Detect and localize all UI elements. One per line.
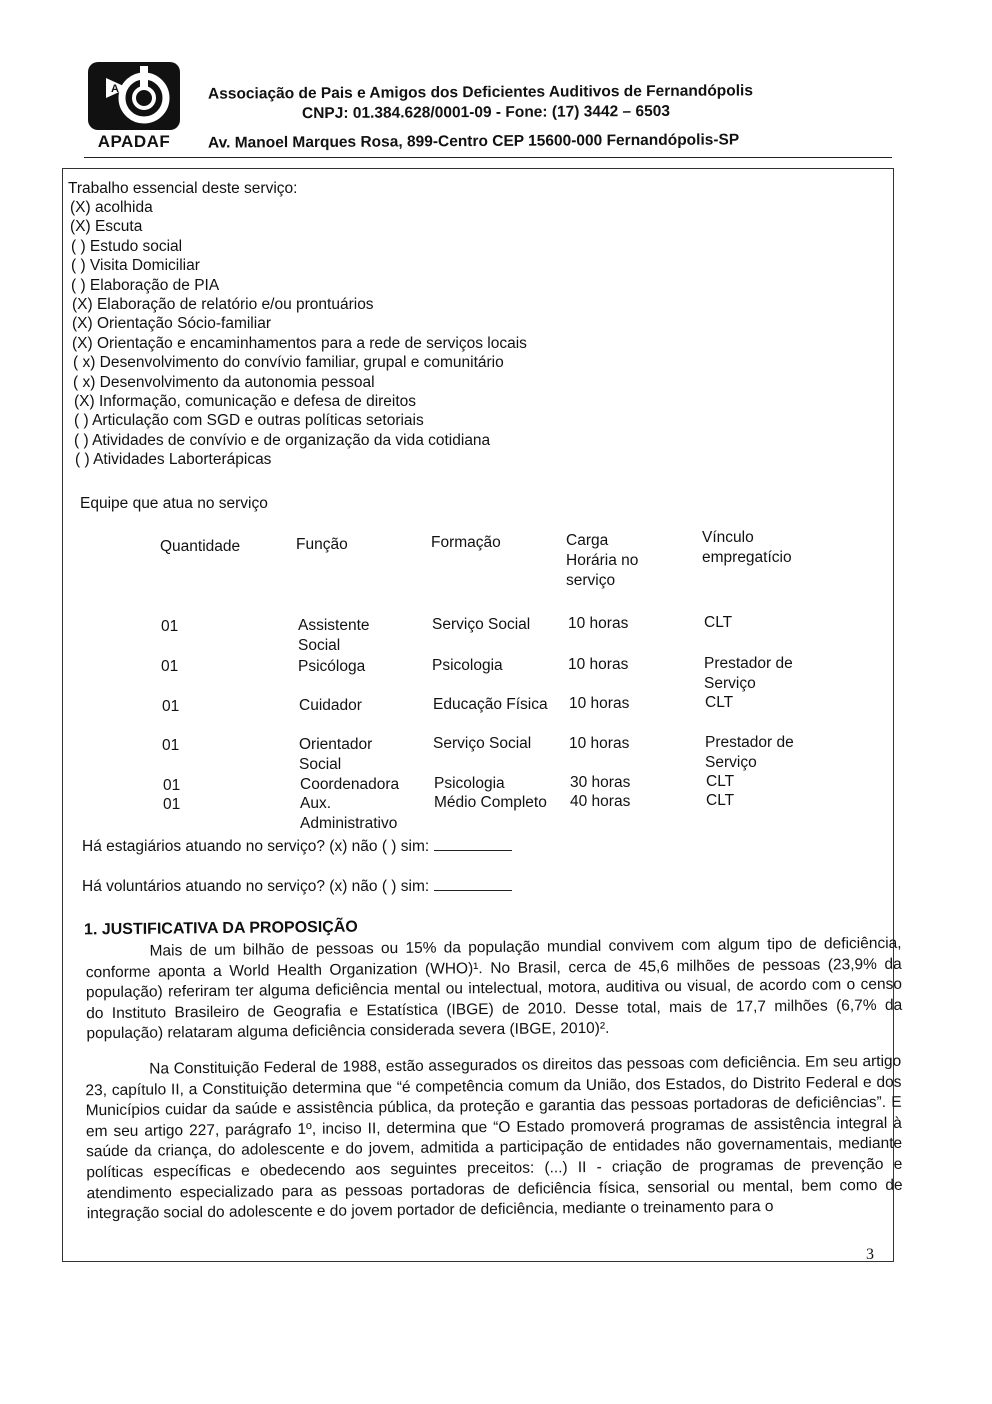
- service-item: ( x) Desenvolvimento da autonomia pessoal: [73, 373, 375, 391]
- cell-formacao: Psicologia: [434, 774, 505, 792]
- cell-formacao: Educação Física: [433, 696, 548, 713]
- cnpj-phone: CNPJ: 01.384.628/0001-09 - Fone: (17) 3442 – 6503: [301, 102, 670, 123]
- team-title: Equipe que atua no serviço: [80, 495, 268, 512]
- cell-quantidade: 01: [162, 697, 180, 715]
- service-item: (X) Elaboração de relatório e/ou prontuários: [72, 296, 374, 313]
- section-heading: 1. JUSTIFICATIVA DA PROPOSIÇÃO: [83, 918, 358, 939]
- cell-formacao: Médio Completo: [434, 794, 547, 812]
- service-item: (X) Escuta: [70, 218, 143, 236]
- cell-vinculo: CLT: [706, 792, 735, 810]
- cell-funcao: Cuidador: [299, 696, 362, 714]
- col-header-carga: Carga Horária no serviço: [566, 532, 639, 589]
- cell-funcao: Coordenadora: [300, 775, 400, 793]
- cell-carga: 40 horas: [570, 793, 631, 811]
- hearing-emblem-icon: [88, 62, 180, 130]
- cell-funcao: Aux. Administrativo: [300, 795, 398, 833]
- logo-text: APADAF: [97, 132, 171, 151]
- service-item: (X) Orientação e encaminhamentos para a rede de serviços locais: [72, 334, 527, 352]
- cell-funcao: Psicóloga: [298, 657, 366, 675]
- justification-paragraph-1: [85, 934, 902, 1046]
- apadaf-logo: [84, 62, 184, 150]
- organization-name: Associação de Pais e Amigos dos Deficientes Auditivos de Fernandópolis: [207, 82, 753, 103]
- cell-quantidade: 01: [162, 737, 180, 755]
- cell-vinculo: CLT: [706, 773, 735, 790]
- service-item: ( ) Estudo social: [71, 237, 183, 255]
- col-header-funcao: Função: [296, 536, 348, 553]
- cell-formacao: Serviço Social: [433, 735, 532, 753]
- col-header-formacao: Formação: [431, 534, 501, 551]
- service-item: ( ) Elaboração de PIA: [71, 276, 220, 294]
- service-item: ( ) Visita Domiciliar: [71, 257, 200, 275]
- cell-quantidade: 01: [161, 658, 179, 676]
- address: Av. Manoel Marques Rosa, 899-Centro CEP 15600-000 Fernandópolis-SP: [207, 131, 740, 152]
- interns-blank: [434, 838, 512, 851]
- cell-vinculo: CLT: [704, 614, 733, 632]
- cell-carga: 10 horas: [569, 734, 630, 752]
- cell-funcao: Orientador Social: [299, 736, 373, 774]
- services-title: Trabalho essencial deste serviço:: [68, 180, 298, 197]
- cell-carga: 10 horas: [568, 615, 629, 633]
- col-header-quantidade: Quantidade: [160, 538, 241, 555]
- cell-vinculo: Prestador de Serviço: [705, 733, 794, 771]
- service-item: (X) Informação, comunicação e defesa de direitos: [74, 393, 417, 410]
- cell-formacao: Serviço Social: [432, 616, 531, 634]
- volunteers-question: [82, 878, 512, 896]
- paragraph-1-text: Mais de um bilhão de pessoas ou 15% da população mundial convivem com algum tipo de deficiência, conforme aponta a World Health Organization (WHO)¹. No Brasil, cerca de 45,6 milhões de pessoas (23,9% da população) referiram ter alguma deficiência mental ou intelectual, motora, auditiva ou visual, de acordo com o censo do Instituto Brasileiro de Geografia e Estatística (IBGE) de 2010. Desse total, mais de 17,7 milhões (6,7% da população) relataram alguma deficiência considerada severa (IBGE, 2010)².: [85, 934, 903, 1043]
- service-item: ( x) Desenvolvimento do convívio familiar, grupal e comunitário: [73, 354, 504, 372]
- volunteers-question-text: Há voluntários atuando no serviço? (x) não ( ) sim:: [82, 878, 430, 895]
- cell-carga: 30 horas: [570, 773, 631, 791]
- cell-quantidade: 01: [163, 796, 181, 813]
- cell-funcao: Assistente Social: [298, 617, 370, 655]
- cell-quantidade: 01: [161, 618, 179, 635]
- col-header-vinculo: Vínculo empregatício: [702, 529, 792, 566]
- cell-carga: 10 horas: [568, 655, 629, 673]
- justification-paragraph-2: [85, 1052, 903, 1225]
- cell-vinculo: CLT: [705, 694, 734, 712]
- service-item: ( ) Atividades Laborterápicas: [75, 451, 272, 469]
- cell-carga: 10 horas: [569, 695, 630, 713]
- page-number: 3: [866, 1246, 874, 1263]
- service-item: ( ) Articulação com SGD e outras políticas setoriais: [74, 412, 424, 430]
- interns-question-text: Há estagiários atuando no serviço? (x) não ( ) sim:: [82, 838, 430, 855]
- header-rule: [84, 157, 892, 158]
- paragraph-2-text: Na Constituição Federal de 1988, estão assegurados os direitos das pessoas com deficiência. Em seu artigo 23, capítulo II, a Constituição determina que “é competência comum da União, dos Estados, do Distrito Federal e dos Municípios cuidar da saúde e assistência pública, da proteção e garantia das pessoas portadoras de deficiências”. E em seu artigo 227, parágrafo 1º, inciso II, determina que “O Estado promoverá programas de assistência integral à saúde da criança, do adolescente e do jovem, admitida a participação de entidades não governamentais, mediante políticas específicas e obedecendo aos seguintes preceitos: (...) II - criação de programas de prevenção e atendimento especializado para as pessoas portadoras de deficiência física, sensorial ou mental, bem como de integração social do adolescente e do jovem portador de deficiência, mediante o treinamento para o: [85, 1052, 903, 1223]
- logo-emblem: [88, 62, 180, 130]
- svg-text:A: A: [111, 83, 119, 95]
- service-item: (X) Orientação Sócio-familiar: [72, 315, 271, 333]
- interns-question: [82, 838, 512, 856]
- volunteers-blank: [434, 878, 512, 891]
- service-item: (X) acolhida: [70, 199, 153, 216]
- service-item: ( ) Atividades de convívio e de organização da vida cotidiana: [74, 431, 491, 449]
- cell-quantidade: 01: [163, 776, 181, 794]
- cell-formacao: Psicologia: [432, 656, 503, 674]
- cell-vinculo: Prestador de Serviço: [704, 654, 793, 692]
